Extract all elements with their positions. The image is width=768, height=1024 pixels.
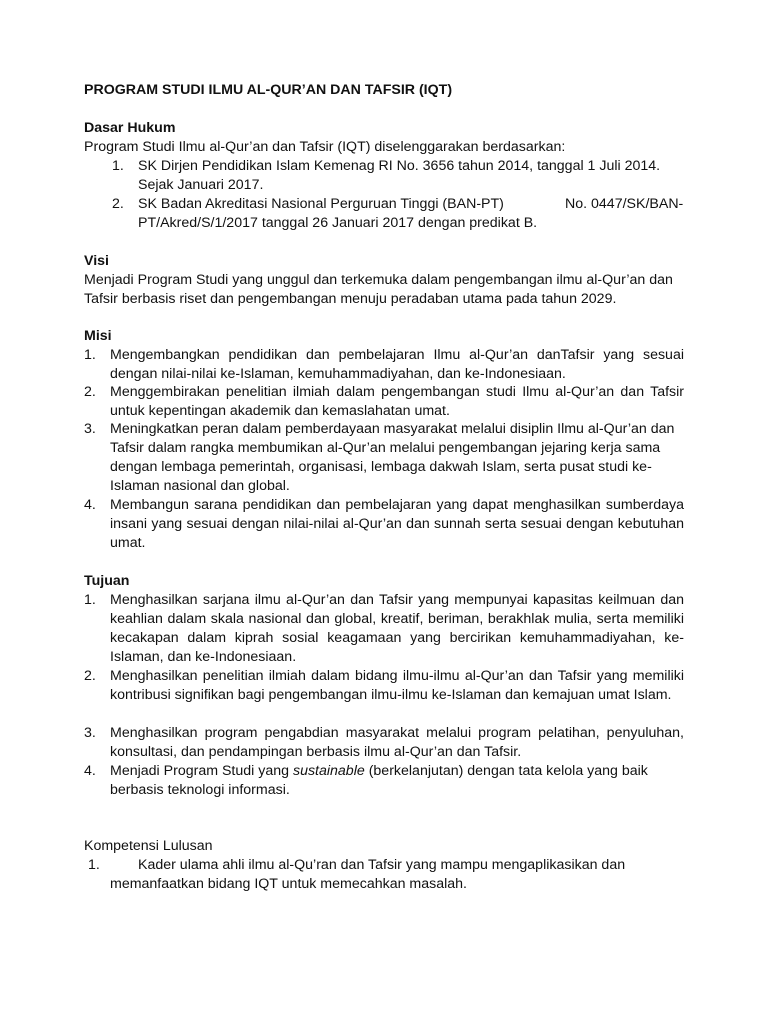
section-heading-dasar-hukum: Dasar Hukum	[84, 120, 176, 136]
list-text-part: (berkelanjutan) dengan tata kelola yang baik berbasis teknologi informasi.	[110, 763, 648, 798]
list-number: 1.	[88, 857, 100, 873]
list-number: 3.	[84, 421, 96, 437]
list-text: Menggembirakan penelitian ilmiah dalam pengembangan studi Ilmu al-Qur’an dan Tafsir untuk kepentingan akademik dan kemaslahatan umat.	[110, 384, 684, 419]
list-text: SK Badan Akreditasi Nasional Perguruan Tinggi (BAN-PT)	[138, 196, 504, 212]
section-heading-visi: Visi	[84, 253, 109, 269]
dasar-hukum-intro: Program Studi Ilmu al-Qur’an dan Tafsir (IQT) diselenggarakan berdasarkan:	[84, 139, 566, 155]
page-title: PROGRAM STUDI ILMU AL-QUR’AN DAN TAFSIR (IQT)	[84, 82, 453, 98]
list-text: Menghasilkan sarjana ilmu al-Qur’an dan Tafsir yang mempunyai kapasitas keilmuan dan keahlian dalam skala nasional dan global, kreatif, beriman, berakhlak mulia, serta memiliki kecakapan dalam kiprah sosial keagamaan yang bercirikan kemuhammadiyahan, ke-Islaman, dan ke-Indonesiaan.	[110, 592, 684, 665]
list-text: PT/Akred/S/1/2017 tanggal 26 Januari 2017 dengan predikat B.	[138, 215, 538, 231]
list-text: Menghasilkan penelitian ilmiah dalam bidang ilmu-ilmu al-Qur’an dan Tafsir yang memiliki kontribusi signifikan bagi pengembangan ilmu-ilmu ke-Islaman dan kemajuan umat Islam.	[110, 668, 684, 703]
list-text	[110, 762, 684, 800]
visi-text: Menjadi Program Studi yang unggul dan terkemuka dalam pengembangan ilmu al-Qur’an dan Tafsir berbasis riset dan pengembangan menuju peradaban utama pada tahun 2029.	[84, 272, 673, 307]
list-number: 2.	[112, 196, 124, 212]
list-number: 4.	[84, 763, 96, 779]
list-number: 2.	[84, 384, 96, 400]
list-number: 1.	[84, 347, 96, 363]
list-number: 3.	[84, 725, 96, 741]
list-number: 4.	[84, 497, 96, 513]
list-text: SK Dirjen Pendidikan Islam Kemenag RI No. 3656 tahun 2014, tanggal 1 Juli 2014. Sejak Januari 2017.	[138, 158, 661, 193]
list-text: Mengembangkan pendidikan dan pembelajaran Ilmu al-Qur’an danTafsir yang sesuai dengan nilai-nilai ke-Islaman, kemuhammadiyahan, dan ke-Indonesiaan.	[110, 347, 684, 382]
section-heading-tujuan: Tujuan	[84, 573, 130, 589]
list-text: memanfaatkan bidang IQT untuk memecahkan masalah.	[110, 876, 467, 892]
list-text: No. 0447/SK/BAN-	[565, 196, 684, 212]
list-text: Kader ulama ahli ilmu al-Qu’ran dan Tafsir yang mampu mengaplikasikan dan	[138, 857, 626, 873]
list-text-italic: sustainable	[292, 763, 365, 779]
section-heading-kompetensi: Kompetensi Lulusan	[84, 838, 213, 854]
list-text: Menghasilkan program pengabdian masyarakat melalui program pelatihan, penyuluhan, konsultasi, dan pendampingan berbasis ilmu al-Qur’an dan Tafsir.	[110, 725, 684, 760]
section-heading-misi: Misi	[84, 328, 112, 344]
list-number: 1.	[84, 592, 96, 608]
list-text-part: Menjadi Program Studi yang	[110, 763, 293, 779]
list-text: Membangun sarana pendidikan dan pembelajaran yang dapat menghasilkan sumberdaya insani yang sesuai dengan nilai-nilai al-Qur’an dan sunnah serta sesuai dengan kebutuhan umat.	[110, 497, 684, 551]
list-number: 1.	[112, 158, 124, 174]
list-text: Meningkatkan peran dalam pemberdayaan masyarakat melalui disiplin Ilmu al-Qur’an dan Tafsir dalam rangka membumikan al-Qur’an melalui pengembangan jejaring kerja sama dengan lembaga pemerintah, organisasi, lembaga dakwah Islam, serta pusat studi ke-Islaman nasional dan global.	[110, 421, 675, 494]
list-number: 2.	[84, 668, 96, 684]
